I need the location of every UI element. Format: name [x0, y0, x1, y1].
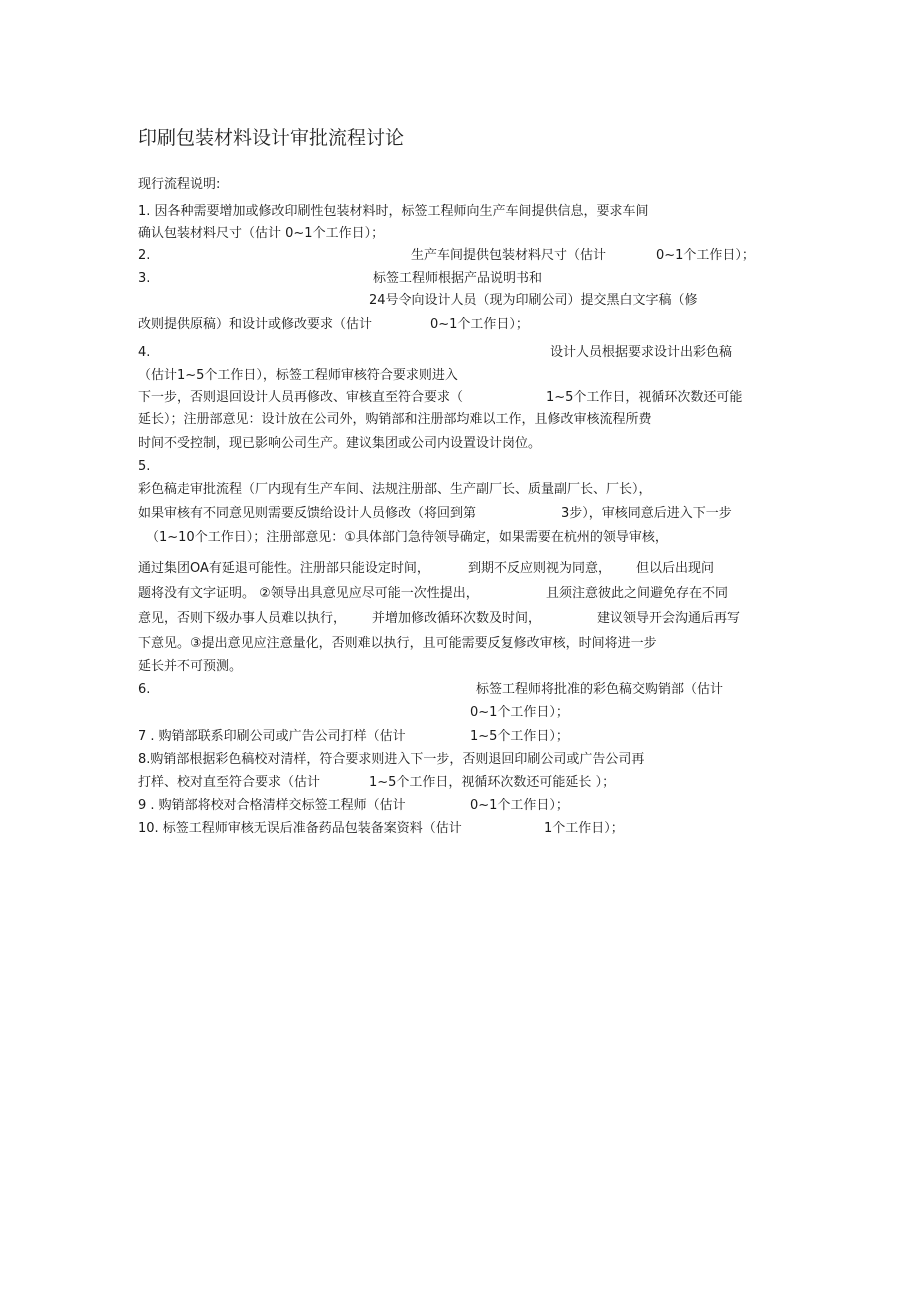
step-5-text: 且须注意彼此之间避免存在不同	[546, 586, 729, 601]
step-3-text: 标签工程师根据产品说明书和	[373, 271, 543, 286]
step-5-text: 通过集团OA有延退可能性。注册部只能设定时间，	[138, 561, 430, 576]
step-5-text: 意见，否则下级办事人员难以执行，	[138, 611, 347, 626]
step-1-line: 确认包装材料尺寸（估计 0~1个工作日）；	[138, 226, 385, 241]
document-title: 印刷包装材料设计审批流程讨论	[138, 127, 405, 149]
step-2-text: 0~1个工作日）；	[656, 248, 755, 263]
step-5-number: 5.	[138, 459, 151, 474]
step-2-text: 生产车间提供包装材料尺寸（估计	[411, 248, 607, 263]
step-5-text: 并增加修改循环次数及时间，	[372, 611, 542, 626]
step-4-number: 4.	[138, 345, 151, 360]
step-5-text: 延长并不可预测。	[138, 659, 243, 674]
step-4-text: （估计1~5个工作日），标签工程师审核符合要求则进入	[138, 368, 458, 383]
step-5-text: 如果审核有不同意见则需要反馈给设计人员修改（将回到第	[138, 506, 477, 521]
step-1-line: 1. 因各种需要增加或修改印刷性包装材料时，标签工程师向生产车间提供信息，要求车间	[138, 204, 649, 219]
step-5-text: 3步），审核同意后进入下一步	[561, 506, 732, 521]
step-9-text: 0~1个工作日）；	[470, 798, 569, 813]
step-3-number: 3.	[138, 271, 151, 286]
step-6-text: 标签工程师将批准的彩色稿交购销部（估计	[476, 682, 724, 697]
step-5-text: 题将没有文字证明。 ②领导出具意见应尽可能一次性提出，	[138, 586, 479, 601]
step-4-text: 1~5个工作日，视循环次数还可能	[546, 390, 743, 405]
step-5-text: 下意见。③提出意见应注意量化，否则难以执行，且可能需要反复修改审核，时间将进一步	[138, 636, 657, 651]
step-4-text: 设计人员根据要求设计出彩色稿	[550, 345, 733, 360]
step-5-text: 建议领导开会沟通后再写	[597, 611, 741, 626]
step-9-text: 9 . 购销部将校对合格清样交标签工程师（估计	[138, 798, 406, 813]
step-10-text: 1个工作日）；	[544, 821, 624, 836]
step-4-text: 延长）；注册部意见：设计放在公司外，购销部和注册部均难以工作，且修改审核流程所费	[138, 412, 652, 427]
step-5-text: 彩色稿走审批流程（厂内现有生产车间、法规注册部、生产副厂长、质量副厂长、厂长），	[138, 482, 652, 497]
step-5-text: 到期不反应则视为同意，	[468, 561, 612, 576]
step-8-text: 8.购销部根据彩色稿校对清样，符合要求则进入下一步，否则退回印刷公司或广告公司再	[138, 752, 645, 767]
step-8-text: 打样、校对直至符合要求（估计	[138, 775, 321, 790]
step-10-text: 10. 标签工程师审核无误后准备药品包装备案资料（估计	[138, 821, 462, 836]
step-3-text: 0~1个工作日）；	[430, 317, 529, 332]
step-4-text: 时间不受控制，现已影响公司生产。建议集团或公司内设置设计岗位。	[138, 436, 542, 451]
step-8-text: 1~5个工作日，视循环次数还可能延长 ）；	[369, 775, 616, 790]
step-3-text: 改则提供原稿）和设计或修改要求（估计	[138, 317, 373, 332]
step-7-text: 1~5个工作日）；	[470, 729, 569, 744]
step-6-number: 6.	[138, 682, 151, 697]
section-heading: 现行流程说明:	[138, 177, 221, 192]
step-5-text: （1~10个工作日）；注册部意见：①具体部门急待领导确定，如果需要在杭州的领导审核，	[146, 530, 668, 545]
step-6-text: 0~1个工作日）；	[470, 705, 569, 720]
step-2-number: 2.	[138, 248, 151, 263]
step-4-text: 下一步，否则退回设计人员再修改、审核直至符合要求（	[138, 390, 464, 405]
step-3-text: 24号令向设计人员（现为印刷公司）提交黑白文字稿（修	[369, 293, 698, 308]
step-5-text: 但以后出现问	[636, 561, 715, 576]
step-7-text: 7 . 购销部联系印刷公司或广告公司打样（估计	[138, 729, 406, 744]
